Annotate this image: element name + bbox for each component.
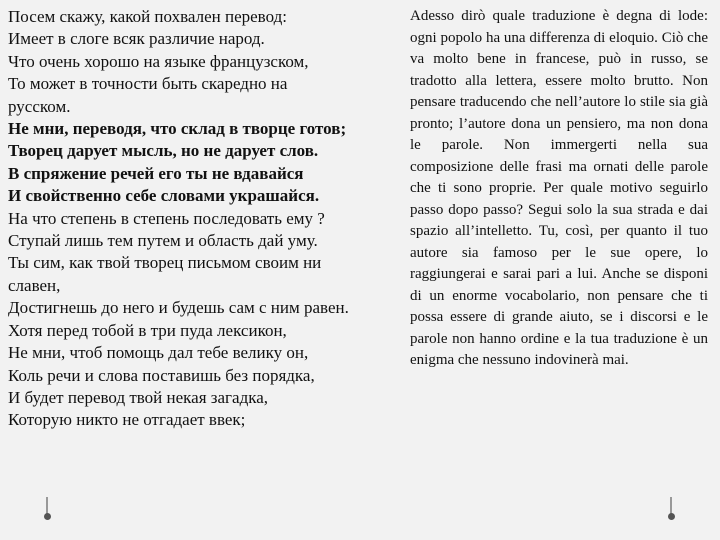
poem-line: Которую никто не отгадает ввек;: [8, 410, 246, 430]
left-bullet-dot: [44, 513, 51, 520]
poem-line: В спряжение речей его ты не вдавайся: [8, 163, 304, 183]
poem-line: Не мни, чтоб помощь дал тебе велику он,: [8, 343, 309, 363]
italian-translation-text: Adesso dirò quale traduzione è degna di lode: ogni popolo ha una differenza di eloquio. Ciò che va molto bene in francese, può in russo, se tradotto alla lettera, essere molto brutto. Non pensare traducendo che nell’autore lo stile sia già pronto; l’autore dona un pensiero, ma non dona le parole. Non immergerti nella sua composizione delle frasi ma ornati delle parole che ti sono proprie. Per quale motivo seguirlo passo dopo passo? Segui solo la sua strada e dai spazio all’intelletto. Tu, così, per quanto il tuo autore sia famoso per le sue opere, lo raggiungerai e sarai pari a lui. Anche se disponi di un enorme vocabolario, non pensare che ti possa essere di grande aiuto, se i discorsi e le parole non hanno ordine e la tua traduzione è un enigma che nessuno indovinerà mai.: [410, 8, 708, 368]
poem-line: На что степень в степень последовать ему ?: [8, 208, 325, 228]
right-bullet-dot: [668, 513, 675, 520]
poem-line: Посем скажу, какой похвален перевод:: [8, 7, 287, 26]
poem-line: Не мни, переводя, что склад в творце готов;: [8, 119, 347, 139]
poem-line: русском.: [8, 96, 71, 116]
poem-line: То может в точности быть скаредно на: [8, 74, 288, 94]
poem-line: Достигнешь до него и будешь сам с ним равен.: [8, 298, 349, 318]
poem-line: Ступай лишь тем путем и область дай уму.: [8, 231, 318, 251]
poem-line: Что очень хорошо на языке французском,: [8, 51, 309, 71]
poem-line: Коль речи и слова поставишь без порядка,: [8, 365, 315, 385]
poem-line: Имеет в слоге всяк различие народ.: [8, 29, 265, 49]
poem-line: славен,: [8, 275, 61, 295]
poem-line: Хотя перед тобой в три пуда лексикон,: [8, 320, 287, 340]
poem-line: И будет перевод твой некая загадка,: [8, 387, 269, 407]
italian-translation-column: [410, 6, 708, 372]
russian-poem-column: [8, 6, 408, 432]
poem-line: Ты сим, как твой творец письмом своим ни: [8, 253, 322, 273]
poem-line: И свойственно себе словами украшайся.: [8, 186, 320, 206]
poem-line: Творец дарует мысль, но не дарует слов.: [8, 141, 319, 161]
